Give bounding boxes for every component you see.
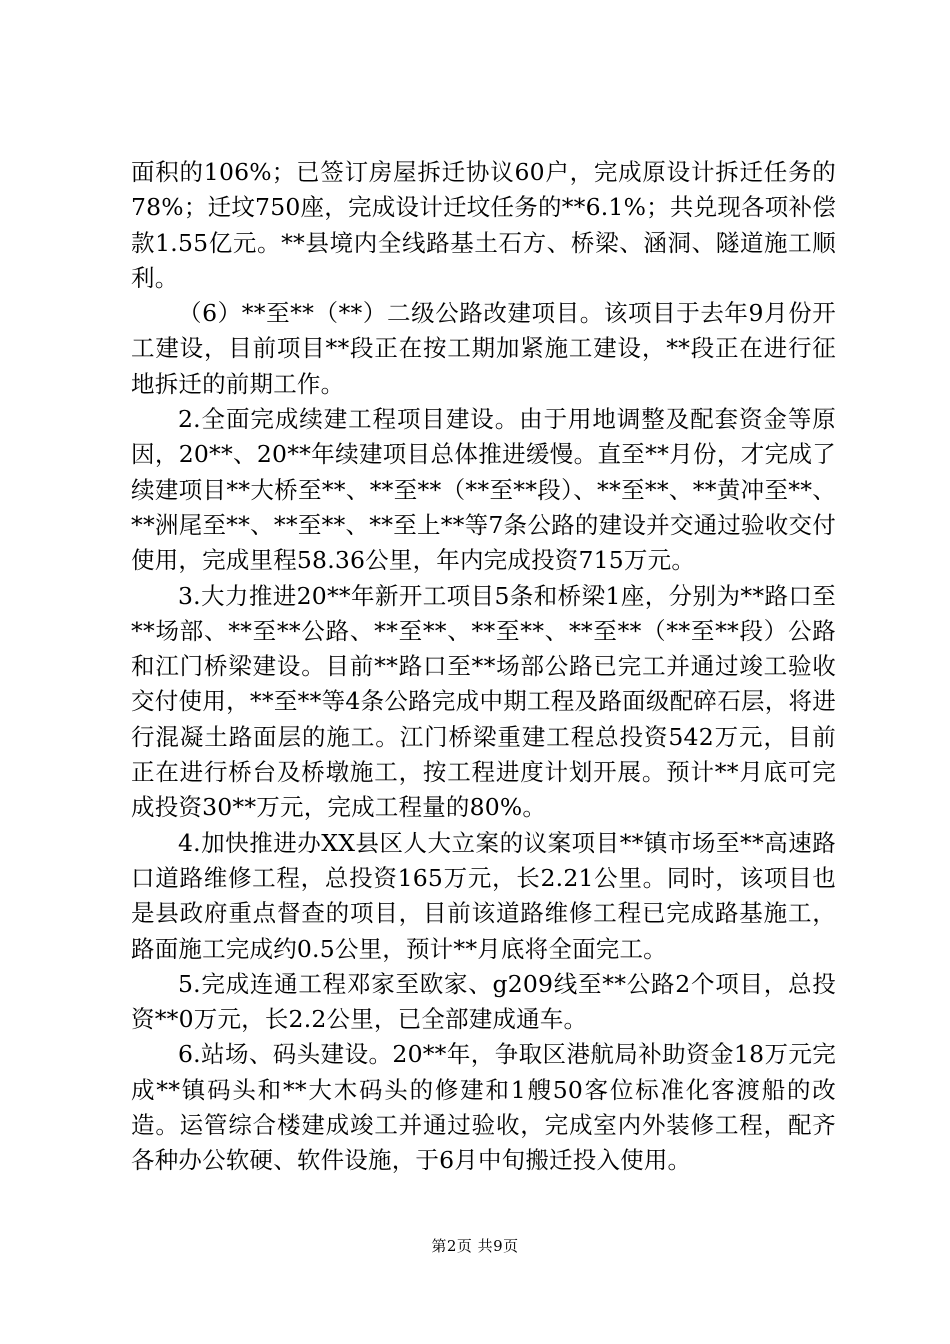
paragraph-item-6: （6）**至**（**）二级公路改建项目。该项目于去年9月份开工建设，目前项目**段正在按工期加紧施工建设，**段正在进行征地拆迁的前期工作。 [131,299,836,398]
paragraph-section-2: 2.全面完成续建工程项目建设。由于用地调整及配套资金等原因，20**、20**年续建项目总体推进缓慢。直至**月份，才完成了续建项目**大桥至**、**至**（**至**段）、**至**、**黄冲至**、**洲尾至**、**至**、**至上**等7条公路的建设并交通过验收交付使用，完成里程58.36公里，年内完成投资715万元。 [131,405,836,575]
paragraph-section-4: 4.加快推进办XX县区人大立案的议案项目**镇市场至**高速路口道路维修工程，总投资165万元，长2.21公里。同时，该项目也是县政府重点督查的项目，目前该道路维修工程已完成路基施工，路面施工完成约0.5公里，预计**月底将全面完工。 [131,828,836,963]
paragraph-section-5: 5.完成连通工程邓家至欧家、g209线至**公路2个项目，总投资**0万元，长2.2公里，已全部建成通车。 [131,969,836,1034]
paragraph-section-6: 6.站场、码头建设。20**年，争取区港航局补助资金18万元完成**镇码头和**大木码头的修建和1艘50客位标准化客渡船的改造。运管综合楼建成竣工并通过验收，完成室内外装修工程，配齐各种办公软硬、软件设施，于6月中旬搬迁投入使用。 [131,1040,836,1175]
paragraph-continuation: 面积的106%；已签订房屋拆迁协议60户，完成原设计拆迁任务的78%；迁坟750座，完成设计迁坟任务的**6.1%；共兑现各项补偿款1.55亿元。**县境内全线路基土石方、桥梁、涵洞、隧道施工顺利。 [131,158,836,292]
paragraph-section-3: 3.大力推进20**年新开工项目5条和桥梁1座，分别为**路口至**场部、**至**公路、**至**、**至**、**至**（**至**段）公路和江门桥梁建设。目前**路口至**场部公路已完工并通过竣工验收交付使用，**至**等4条公路完成中期工程及路面级配碎石层，将进行混凝土路面层的施工。江门桥梁重建工程总投资542万元，目前正在进行桥台及桥墩施工，按工程进度计划开展。预计**月底可完成投资30**万元，完成工程量的80%。 [131,581,836,822]
page-number-footer: 第2页 共9页 [431,1237,519,1255]
document-body [131,155,836,1179]
